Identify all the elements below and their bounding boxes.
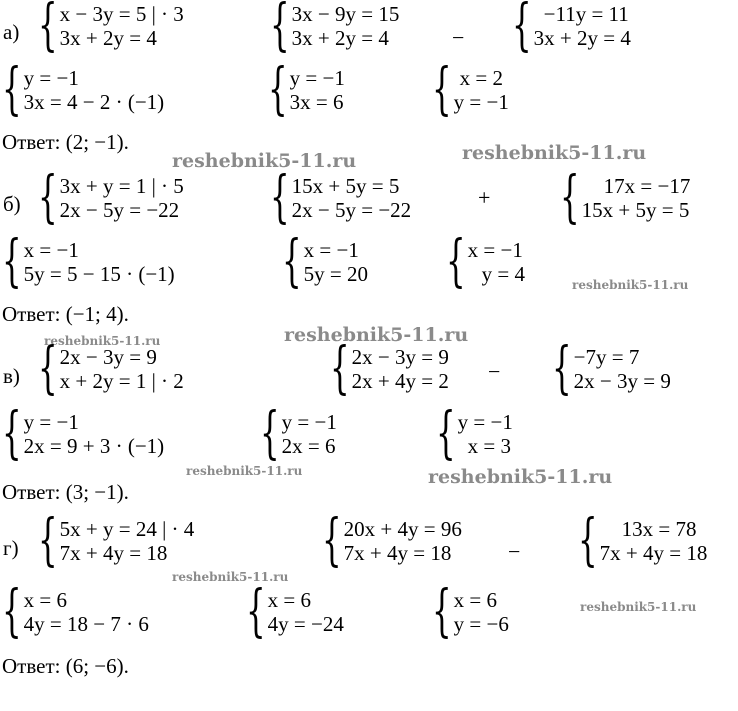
equation-line: 2x − 3y = 9 <box>573 369 671 393</box>
operation-sign: − <box>488 359 501 384</box>
operation-sign: + <box>478 185 491 210</box>
brace-icon: { <box>578 508 598 573</box>
brace-icon: { <box>2 57 22 122</box>
equation-line: y = −1 <box>281 410 337 434</box>
system-b-4 <box>2 229 175 294</box>
equation-line: y = 4 <box>481 262 525 286</box>
watermark: reshebnik5-11.ru <box>284 324 469 346</box>
brace-icon: { <box>512 0 532 58</box>
equation-line: y = −1 <box>23 66 79 90</box>
part-label-a: а) <box>3 20 20 44</box>
equation-line: x = 6 <box>453 588 497 612</box>
equation-line: 15x + 5y = 5 <box>581 198 690 222</box>
equation-line: x = −1 <box>467 238 523 262</box>
system-d-3 <box>578 508 708 573</box>
system-d-1 <box>38 508 195 573</box>
brace-icon: { <box>270 165 290 230</box>
brace-icon: { <box>38 165 58 230</box>
equation-line: 2x = 6 <box>281 434 336 458</box>
system-a-2 <box>270 0 400 58</box>
system-c-2 <box>330 336 449 401</box>
brace-icon: { <box>270 0 290 58</box>
answer-a: Ответ: (2; −1). <box>2 130 129 154</box>
watermark: reshebnik5-11.ru <box>44 334 161 348</box>
system-a-1 <box>38 0 184 58</box>
brace-icon: { <box>268 57 288 122</box>
equation-line: 7x + 4y = 18 <box>59 541 168 565</box>
watermark: reshebnik5-11.ru <box>172 570 289 584</box>
equation-line: x − 3y = 5 | · 3 <box>59 2 184 26</box>
brace-icon: { <box>38 508 58 573</box>
watermark: reshebnik5-11.ru <box>580 600 697 614</box>
system-b-5 <box>282 229 368 294</box>
brace-icon: { <box>2 401 22 466</box>
equation-line: 17x = −17 <box>603 174 691 198</box>
equation-line: 2x − 3y = 9 <box>351 345 449 369</box>
brace-icon: { <box>260 401 280 466</box>
equation-line: 3x + 2y = 4 <box>291 26 389 50</box>
equation-line: x + 2y = 1 | · 2 <box>59 369 184 393</box>
brace-icon: { <box>560 165 580 230</box>
equation-line: 5y = 20 <box>303 262 368 286</box>
watermark: reshebnik5-11.ru <box>172 150 357 172</box>
brace-icon: { <box>38 336 58 401</box>
system-b-1 <box>38 165 184 230</box>
equation-line: 7x + 4y = 18 <box>343 541 452 565</box>
equation-line: 3x + y = 1 | · 5 <box>59 174 184 198</box>
equation-line: 15x + 5y = 5 <box>291 174 400 198</box>
equation-line: 5x + y = 24 | · 4 <box>59 517 195 541</box>
equation-line: 20x + 4y = 96 <box>343 517 462 541</box>
equation-line: y = −1 <box>457 410 513 434</box>
brace-icon: { <box>322 508 342 573</box>
answer-c: Ответ: (3; −1). <box>2 480 129 504</box>
equation-line: −7y = 7 <box>573 345 640 369</box>
answer-b: Ответ: (−1; 4). <box>2 302 129 326</box>
system-d-4 <box>2 579 149 644</box>
equation-line: y = −1 <box>453 90 509 114</box>
brace-icon: { <box>446 229 466 294</box>
equation-line: 2x = 9 + 3 · (−1) <box>23 434 165 458</box>
operation-sign: − <box>508 539 521 564</box>
system-c-4 <box>2 401 165 466</box>
brace-icon: { <box>282 229 302 294</box>
equation-line: 7x + 4y = 18 <box>599 541 708 565</box>
equation-line: y = −6 <box>453 612 509 636</box>
brace-icon: { <box>38 0 58 58</box>
equation-line: x = −1 <box>23 238 79 262</box>
equation-line: x = 2 <box>459 66 503 90</box>
system-a-6 <box>432 57 509 122</box>
equation-line: 3x + 2y = 4 <box>533 26 631 50</box>
equation-line: 3x + 2y = 4 <box>59 26 157 50</box>
brace-icon: { <box>330 336 350 401</box>
answer-d: Ответ: (6; −6). <box>2 654 129 678</box>
brace-icon: { <box>436 401 456 466</box>
equation-line: 4y = −24 <box>267 612 344 636</box>
equation-line: 4y = 18 − 7 · 6 <box>23 612 149 636</box>
system-d-5 <box>246 579 344 644</box>
equation-line: x = 6 <box>267 588 311 612</box>
system-b-3 <box>560 165 691 230</box>
brace-icon: { <box>246 579 266 644</box>
system-c-6 <box>436 401 513 466</box>
part-label-d: г) <box>3 536 19 560</box>
system-c-3 <box>552 336 671 401</box>
system-c-5 <box>260 401 337 466</box>
equation-line: x = −1 <box>303 238 359 262</box>
watermark: reshebnik5-11.ru <box>186 464 303 478</box>
equation-line: −11y = 11 <box>543 2 629 26</box>
brace-icon: { <box>2 579 22 644</box>
operation-sign: − <box>452 25 465 50</box>
equation-line: 3x = 6 <box>289 90 344 114</box>
equation-line: 3x = 4 − 2 · (−1) <box>23 90 165 114</box>
equation-line: 2x − 3y = 9 <box>59 345 157 369</box>
system-a-3 <box>512 0 631 58</box>
equation-line: 5y = 5 − 15 · (−1) <box>23 262 175 286</box>
watermark: reshebnik5-11.ru <box>572 278 689 292</box>
equation-line: 13x = 78 <box>621 517 697 541</box>
watermark: reshebnik5-11.ru <box>428 466 613 488</box>
equation-line: x = 6 <box>23 588 67 612</box>
equation-line: x = 3 <box>467 434 511 458</box>
brace-icon: { <box>2 229 22 294</box>
equation-line: 2x + 4y = 2 <box>351 369 449 393</box>
system-a-4 <box>2 57 165 122</box>
brace-icon: { <box>432 57 452 122</box>
part-label-c: в) <box>3 364 20 388</box>
equation-line: 3x − 9y = 15 <box>291 2 400 26</box>
brace-icon: { <box>552 336 572 401</box>
system-b-6 <box>446 229 525 294</box>
system-b-2 <box>270 165 412 230</box>
system-d-6 <box>432 579 509 644</box>
watermark: reshebnik5-11.ru <box>462 142 647 164</box>
brace-icon: { <box>432 579 452 644</box>
part-label-b: б) <box>3 192 21 216</box>
equation-line: 2x − 5y = −22 <box>291 198 412 222</box>
system-a-5 <box>268 57 345 122</box>
equation-line: y = −1 <box>23 410 79 434</box>
system-d-2 <box>322 508 462 573</box>
equation-line: y = −1 <box>289 66 345 90</box>
equation-line: 2x − 5y = −22 <box>59 198 180 222</box>
